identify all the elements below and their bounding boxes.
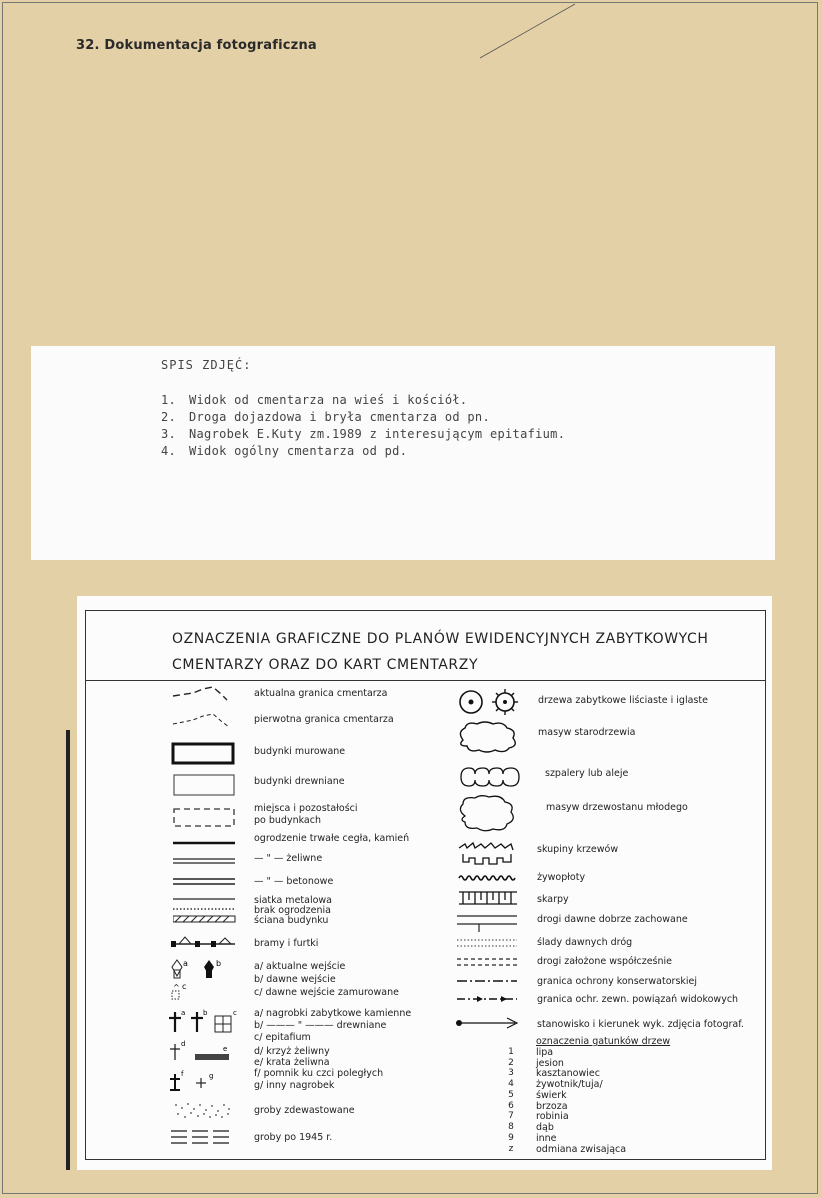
- legend-label: ściana budynku: [254, 915, 329, 926]
- legend-label: skarpy: [537, 894, 569, 905]
- list-item: [161, 392, 565, 409]
- modern-roads-symbol: [457, 956, 519, 968]
- item-number: 1.: [161, 393, 177, 407]
- legend-label: brak ogrodzenia: [254, 905, 331, 916]
- symbol-letter: a: [181, 1009, 186, 1017]
- shrubs-symbol: [457, 840, 519, 868]
- legend-label: groby po 1945 r.: [254, 1132, 333, 1143]
- species-name: robinia: [536, 1111, 569, 1122]
- species-name: żywotnik/tuja/: [536, 1079, 603, 1090]
- entrance-arrows-symbol: [169, 958, 239, 1004]
- species-number: 2: [508, 1058, 514, 1068]
- symbol-letter: b: [203, 1009, 208, 1017]
- legend-label: ślady dawnych dróg: [537, 937, 633, 948]
- historic-trees-symbol: [457, 688, 527, 716]
- symbol-letter: d: [181, 1040, 186, 1048]
- legend-label: drzewa zabytkowe liściaste i iglaste: [538, 695, 708, 706]
- symbol-letter: a: [183, 959, 188, 968]
- photo-list-card: [31, 346, 775, 560]
- legend-label: budynki murowane: [254, 746, 346, 757]
- building-remains-symbol: [173, 806, 237, 830]
- item-text: Widok ogólny cmentarza od pd.: [189, 444, 408, 458]
- photo-station-symbol: [455, 1016, 525, 1030]
- symbol-letter: f: [181, 1070, 184, 1078]
- title-divider: [85, 680, 766, 681]
- species-name: dąb: [536, 1122, 554, 1133]
- original-boundary-symbol: [169, 710, 239, 730]
- symbol-letter: b: [216, 959, 222, 968]
- species-name: jesion: [536, 1058, 564, 1069]
- brick-building-symbol: [171, 742, 237, 766]
- legend-label: pierwotna granica cmentarza: [254, 714, 394, 725]
- species-number: 1: [508, 1047, 514, 1057]
- concrete-fence-symbol: [173, 876, 237, 888]
- symbol-letter: c: [233, 1009, 237, 1017]
- permanent-fence-symbol: [173, 838, 237, 848]
- legend-title: [172, 626, 709, 678]
- legend-label: żywopłoty: [537, 872, 586, 883]
- legend-label: d/ krzyż żeliwny: [254, 1046, 330, 1057]
- species-number: 7: [508, 1111, 514, 1121]
- svg-text:^: ^: [173, 983, 180, 992]
- item-number: 3.: [161, 427, 177, 441]
- legend-label: miejsca i pozostałości: [254, 803, 358, 814]
- legend-card: [77, 596, 772, 1170]
- list-item: [161, 409, 565, 426]
- species-number: 9: [508, 1133, 514, 1143]
- list-item: [161, 443, 565, 460]
- species-name: lipa: [536, 1047, 554, 1058]
- legend-label: szpalery lub aleje: [545, 768, 629, 779]
- item-number: 2.: [161, 410, 177, 424]
- species-number: z: [508, 1144, 514, 1154]
- legend-label: masyw starodrzewia: [538, 727, 636, 738]
- legend-label: f/ pomnik ku czci poległych: [254, 1068, 384, 1079]
- escarpment-symbol: [457, 890, 519, 906]
- page-header: 32. Dokumentacja fotograficzna: [76, 38, 317, 53]
- legend-label: ogrodzenie trwałe cegła, kamień: [254, 833, 410, 844]
- legend-label: c/ dawne wejście zamurowane: [254, 987, 399, 998]
- species-title: oznaczenia gatunków drzew: [536, 1036, 671, 1047]
- species-name: kasztanowiec: [536, 1068, 600, 1079]
- species-name: odmiana zwisająca: [536, 1144, 627, 1155]
- item-text: Widok od cmentarza na wieś i kościół.: [189, 393, 468, 407]
- view-boundary-symbol: [457, 994, 519, 1004]
- legend-label: drogi założone współcześnie: [537, 956, 673, 967]
- young-trees-mass-symbol: [455, 794, 519, 834]
- gravestone-symbols: [167, 1006, 247, 1102]
- legend-label: a/ aktualne wejście: [254, 961, 346, 972]
- symbol-letter: e: [223, 1045, 228, 1053]
- species-number: 6: [508, 1101, 514, 1111]
- item-number: 4.: [161, 444, 177, 458]
- symbol-letter: g: [209, 1072, 214, 1080]
- legend-label: budynki drewniane: [254, 776, 345, 787]
- legend-label: siatka metalowa: [254, 895, 332, 906]
- item-text: Nagrobek E.Kuty zm.1989 z interesującym epitafium.: [189, 427, 566, 441]
- old-roads-symbol: [457, 912, 519, 934]
- symbol-letter: c: [182, 982, 187, 991]
- wooden-building-symbol: [173, 774, 237, 798]
- gate-symbol: [171, 934, 239, 950]
- legend-label: po budynkach: [254, 815, 321, 826]
- binding-bar: [66, 730, 70, 1170]
- rows-avenues-symbol: [457, 766, 523, 788]
- legend-label: b/ dawne wejście: [254, 974, 336, 985]
- photo-list-title: SPIS ZDJĘĆ:: [161, 358, 252, 372]
- old-trees-mass-symbol: [455, 720, 523, 754]
- legend-label: — " — żeliwne: [254, 853, 323, 864]
- legend-label: c/ epitafium: [254, 1032, 311, 1043]
- legend-label: granica ochrony konserwatorskiej: [537, 976, 698, 987]
- legend-label: masyw drzewostanu młodego: [546, 802, 688, 813]
- legend-title-line-2: CMENTARZY ORAZ DO KART CMENTARZY: [172, 657, 479, 673]
- species-number: 3: [508, 1068, 514, 1078]
- current-boundary-symbol: [169, 684, 239, 704]
- species-name: świerk: [536, 1090, 567, 1101]
- legend-label: g/ inny nagrobek: [254, 1080, 335, 1091]
- species-name: inne: [536, 1133, 557, 1144]
- legend-label: groby zdewastowane: [254, 1105, 355, 1116]
- conservation-boundary-symbol: [457, 977, 519, 985]
- legend-label: bramy i furtki: [254, 938, 319, 949]
- hedges-symbol: [457, 874, 519, 882]
- road-traces-symbol: [457, 938, 519, 948]
- mesh-fence-symbol: [173, 896, 237, 930]
- species-number: 4: [508, 1079, 514, 1089]
- legend-label: granica ochr. zewn. powiązań widokowych: [537, 994, 739, 1005]
- item-text: Droga dojazdowa i bryła cmentarza od pn.: [189, 410, 490, 424]
- legend-label: aktualna granica cmentarza: [254, 688, 388, 699]
- species-number: 5: [508, 1090, 514, 1100]
- legend-label: — " — betonowe: [254, 876, 334, 887]
- iron-fence-symbol: [173, 856, 237, 866]
- devastated-graves-symbol: [173, 1102, 233, 1120]
- photo-list: [161, 392, 565, 460]
- species-number: 8: [508, 1122, 514, 1132]
- pencil-line: [0, 0, 822, 120]
- legend-label: a/ nagrobki zabytkowe kamienne: [254, 1008, 412, 1019]
- list-item: [161, 426, 565, 443]
- species-name: brzoza: [536, 1101, 568, 1112]
- legend-label: skupiny krzewów: [537, 844, 619, 855]
- legend-title-line-1: OZNACZENIA GRAFICZNE DO PLANÓW EWIDENCYJNYCH ZABYTKOWYCH: [172, 631, 709, 647]
- legend-label: drogi dawne dobrze zachowane: [537, 914, 688, 925]
- legend-label: b/ ——— " ——— drewniane: [254, 1020, 387, 1031]
- legend-label: e/ krata żeliwna: [254, 1057, 330, 1068]
- post-1945-graves-symbol: [169, 1128, 233, 1148]
- legend-label: stanowisko i kierunek wyk. zdjęcia fotograf.: [537, 1019, 744, 1030]
